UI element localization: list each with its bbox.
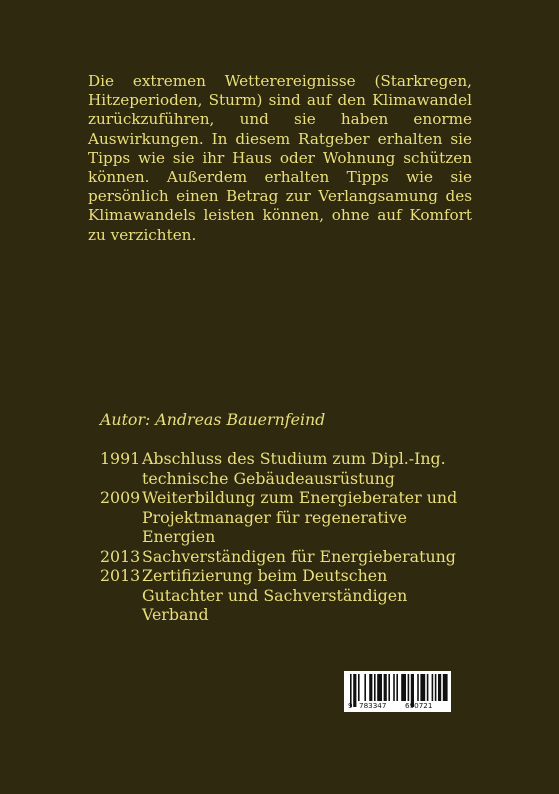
barcode-bar [377, 674, 382, 701]
barcode-bar [435, 674, 437, 701]
barcode-bar [443, 674, 448, 701]
barcode-bar [358, 674, 360, 701]
cv-entry [100, 547, 470, 567]
author-line: Autor: Andreas Bauernfeind [100, 410, 326, 429]
barcode-bar [369, 674, 372, 701]
cv-entry [100, 566, 470, 625]
barcode-bar [388, 674, 390, 701]
barcode-bar [432, 674, 434, 701]
cv-entry [100, 449, 470, 488]
barcode-bar [417, 674, 419, 701]
barcode-bar [353, 674, 356, 707]
barcode-left-group: 783347 [359, 701, 387, 710]
cv-year: 1991 [100, 449, 141, 468]
barcode-bar [438, 674, 441, 701]
barcode-bar [427, 674, 429, 701]
barcode-bar [384, 674, 387, 701]
cv-year: 2013 [100, 566, 141, 585]
barcode-bar [364, 674, 366, 701]
barcode-right-group: 690721 [405, 701, 433, 710]
cv-year: 2013 [100, 546, 141, 566]
cv-year: 2009 [100, 488, 141, 507]
cv-text: Zertifizierung beim Deutschen Gutachter und Sachverständigen Verband [142, 566, 408, 624]
cv-text: Sachverständigen für Energieberatung [142, 546, 456, 566]
cv-entry [100, 488, 470, 547]
isbn-barcode [344, 671, 451, 712]
barcode-bar [396, 674, 398, 701]
barcode-bar [420, 674, 425, 701]
cv-text: Weiterbildung zum Energieberater und Projektmanager für regenerative Energien [142, 488, 458, 546]
barcode-lead-digit: 9 [348, 701, 353, 710]
author-cv-list [100, 449, 470, 625]
barcode-bar [401, 674, 406, 701]
barcode-bar [374, 674, 376, 701]
barcode-bar [408, 674, 410, 701]
barcode-bar [393, 674, 395, 701]
back-cover-blurb: Die extremen Wetterereignisse (Starkregen, Hitzeperioden, Sturm) sind auf den Klimawandel zurückzuführen, und sie haben enorme Auswirkungen. In diesem Ratgeber erhalten sie Tipps wie sie ihr Haus oder Wohnung schützen können. Außerdem erhalten Tipps wie sie persönlich einen Betrag zur Verlangsamung des Klimawandels leisten können, ohne auf Komfort zu verzichten. [88, 72, 472, 244]
cv-text: Abschluss des Studium zum Dipl.-Ing. technische Gebäudeausrüstung [142, 449, 446, 488]
